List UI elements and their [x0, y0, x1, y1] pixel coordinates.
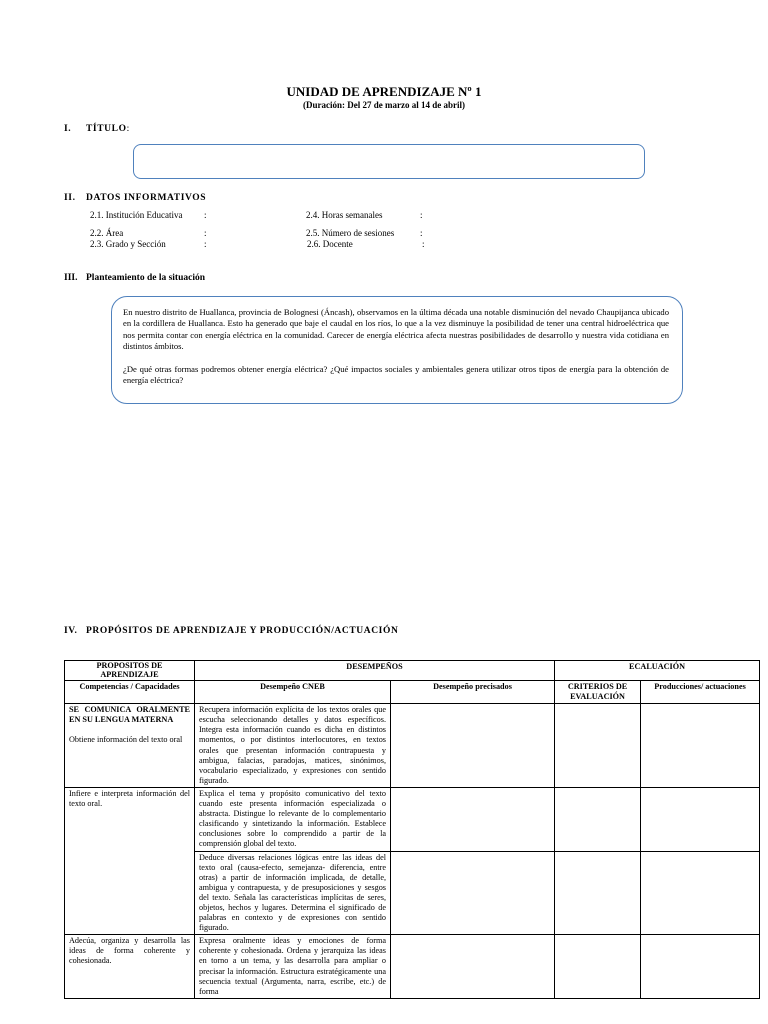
table-row — [65, 704, 760, 788]
field-horas-label: 2.4. Horas semanales — [306, 210, 383, 220]
produccion-cell[interactable] — [641, 935, 760, 999]
section-number: III. — [64, 273, 78, 283]
criterio-cell[interactable] — [555, 704, 641, 788]
header-propositos: PROPOSITOS DE APRENDIZAJE — [65, 661, 195, 681]
unit-title: UNIDAD DE APRENDIZAJE Nº 1 — [286, 84, 482, 99]
desempeno-precisado-cell[interactable] — [391, 935, 555, 999]
field-sesiones-label: 2.5. Número de sesiones — [306, 228, 395, 238]
produccion-cell[interactable] — [641, 787, 760, 851]
propositos-table — [64, 660, 760, 999]
capacidad-text: Obtiene información del texto oral — [69, 735, 183, 745]
header-criterios: CRITERIOS DE EVALUACIÓN — [555, 681, 641, 704]
desempeno-precisado-cell[interactable] — [391, 787, 555, 851]
header-producciones: Producciones/ actuaciones — [641, 681, 760, 704]
section-label: DATOS INFORMATIVOS — [86, 193, 207, 203]
section-situacion-heading — [64, 273, 205, 283]
section-propositos-heading — [64, 626, 398, 636]
criterio-cell[interactable] — [555, 851, 641, 935]
desempeno-cneb: Expresa oralmente ideas y emociones de forma coherente y cohesionada. Ordena y jerarquiza las ideas en torno a un tema, y las desarrolla para ampliar o precisar la información. Estructura estratégicamente una secuencia textual (Argumenta, narra, escribe, etc.) de forma — [195, 935, 391, 999]
capacidad-text: Adecúa, organiza y desarrolla las ideas de forma coherente y cohesionada. — [65, 935, 195, 999]
section-label: PROPÓSITOS DE APRENDIZAJE Y PRODUCCIÓN/ACTUACIÓN — [86, 626, 399, 636]
desempeno-cneb: Recupera información explícita de los textos orales que escucha seleccionando detalles y datos específicos. Integra esta información cuando es dicha en distintos momentos, o por distintos interlocutores, en textos orales que presentan información contrapuesta y ambigua, falacias, paradojas, matices, sinónimos, vocabulario especializado, y expresiones con sentido figurado. — [195, 704, 391, 788]
field-colon: : — [420, 228, 423, 238]
titulo-input-box[interactable] — [133, 144, 645, 179]
table-subheader-row — [65, 681, 760, 704]
header-precisados: Desempeño precisados — [391, 681, 555, 704]
produccion-cell[interactable] — [641, 704, 760, 788]
situacion-paragraph: En nuestro distrito de Huallanca, provincia de Bolognesi (Áncash), observamos en la última década una notable disminución del nevado Chaupijanca ubicado en la cordillera de Huallanca. Esto ha generado que baje el caudal en los ríos, lo que a la vez disminuye la posibilidad de tener una central hidroeléctrica que nos permita contar con energía eléctrica en la comunidad. Carecer de energía eléctrica afecta nuestras posibilidades de desarrollo y nuestra vida cotidiana en distintos ámbitos. — [123, 307, 669, 352]
section-titulo-heading — [64, 124, 130, 134]
situacion-text — [123, 307, 669, 397]
desempeno-cneb: Explica el tema y propósito comunicativo del texto cuando este presenta información especializada o abstracta. Distingue lo relevante de lo complementario clasificando y sintetizando la información. Establece conclusiones sobre lo comprendido a partir de la comprensión global del texto. — [195, 787, 391, 851]
desempeno-precisado-cell[interactable] — [391, 704, 555, 788]
competencia-name: SE COMUNICA ORALMENTE EN SU LENGUA MATERNA — [69, 705, 190, 725]
criterio-cell[interactable] — [555, 935, 641, 999]
field-colon: : — [204, 210, 207, 220]
table-row — [65, 935, 760, 999]
label-colon: : — [126, 124, 130, 134]
table-row — [65, 787, 760, 851]
table-header-row — [65, 661, 760, 681]
section-label: Planteamiento de la situación — [86, 273, 206, 283]
header-desempenos: DESEMPEÑOS — [195, 661, 555, 681]
section-number: I. — [64, 124, 72, 134]
capacidad-text: Infiere e interpreta información del texto oral. — [65, 787, 195, 934]
section-label: TÍTULO — [86, 124, 127, 134]
field-colon: : — [204, 228, 207, 238]
section-number: II. — [64, 193, 76, 203]
header-cneb: Desempeño CNEB — [195, 681, 391, 704]
field-docente-label: 2.6. Docente — [307, 239, 353, 249]
header-competencias: Competencias / Capacidades — [65, 681, 195, 704]
criterio-cell[interactable] — [555, 787, 641, 851]
desempeno-precisado-cell[interactable] — [391, 851, 555, 935]
produccion-cell[interactable] — [641, 851, 760, 935]
section-number: IV. — [64, 626, 78, 636]
section-datos-heading — [64, 193, 206, 203]
field-colon: : — [422, 239, 425, 249]
field-colon: : — [420, 210, 423, 220]
competencia-cell — [65, 704, 195, 788]
desempeno-cneb: Deduce diversas relaciones lógicas entre las ideas del texto oral (causa-efecto, semejanza- diferencia, entre otras) a partir de información implicada, de detalle, ambigua y contrapuesta, y de presuposiciones y sesgos del texto. Señala las características implícitas de seres, objetos, hechos y lugares. Determina el significado de palabras en contexto y de expresiones con sentido figurado. — [195, 851, 391, 935]
situacion-question: ¿De qué otras formas podremos obtener energía eléctrica? ¿Qué impactos sociales y ambientales genera utilizar otros tipos de energía para la obtención de energía eléctrica? — [123, 363, 669, 386]
unit-duration: (Duración: Del 27 de marzo al 14 de abril) — [303, 100, 465, 110]
field-colon: : — [204, 239, 207, 249]
field-institucion-label: 2.1. Institución Educativa — [90, 210, 183, 220]
field-area-label: 2.2. Área — [90, 228, 124, 238]
header-evaluacion: ECALUACIÓN — [555, 661, 760, 681]
field-grado-label: 2.3. Grado y Sección — [90, 239, 166, 249]
